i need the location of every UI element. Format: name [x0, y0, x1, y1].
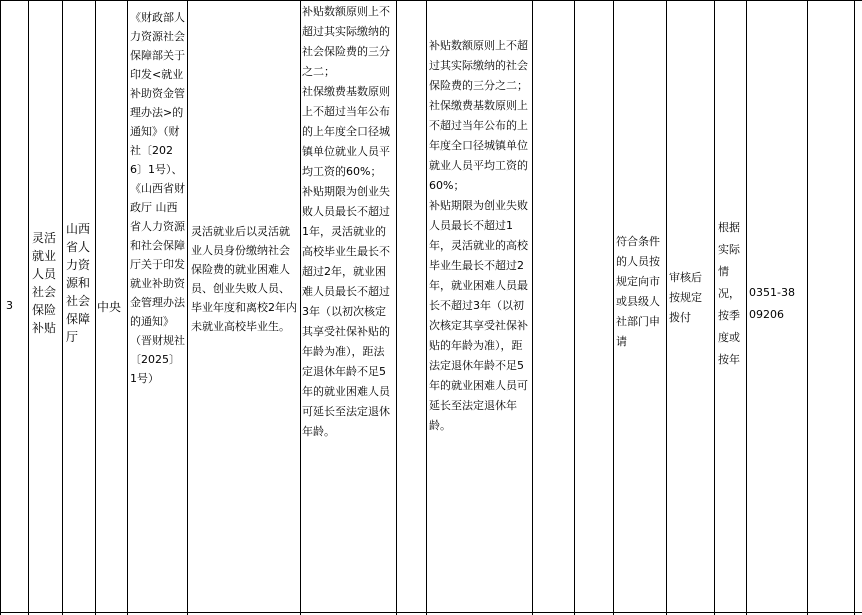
contact-phone: 0351-3809206 [749, 286, 795, 321]
item-name: 灵活就业人员社会保险补贴 [32, 231, 57, 335]
subsidy-standard-b: 补贴数额原则上不超过其实际缴纳的社会保险费的三分之二； 社保缴费基数原则上不超过当年公布的上年度全口径城镇单位就业人员平均工资的60%； 补贴期限为创业失败人员最长不超过1年，灵活就业的高校毕业生最长不超过2年，就业困难人员最长不超过3年（以初次核定其享受社保补贴的年龄为准），距法定退休年龄不足5年的就业困难人员可延长至法定退休年龄。 [429, 39, 528, 432]
col-border [807, 0, 808, 615]
policy-basis: 《财政部人力资源社会保障部关于印发<就业补助资金管理办法>的通知》（财社〔2026〕1号）、《山西省财政厅 山西省人力资源和社会保障厅关于印发就业补助资金管理办法的通知》（晋财规社〔2025〕1号） [130, 11, 185, 385]
col-border [854, 0, 855, 615]
col-border [28, 0, 29, 615]
application-process: 符合条件的人员按规定向市或县级人社部门申请 [616, 235, 660, 348]
col-border [746, 0, 747, 615]
col-border [714, 0, 715, 615]
col-border [95, 0, 96, 615]
subsidy-standard-a: 补贴数额原则上不超过其实际缴纳的社会保险费的三分之二； 社保缴费基数原则上不超过当年公布的上年度全口径城镇单位就业人员平均工资的60%； 补贴期限为创业失败人员最长不超过1年，灵活就业的高校毕业生最长不超过2年，就业困难人员最长不超过3年（以初次核定其享受社保补贴的年龄为准），距法定退休年龄不足5年的就业困难人员可延长至法定退休年龄。 [302, 5, 390, 438]
col-border [532, 0, 533, 615]
payment-method: 根据实际情况，按季度或按年 [718, 221, 740, 366]
level: 中央 [97, 300, 122, 314]
col-border [187, 0, 188, 615]
col-border [574, 0, 575, 615]
row-top-border [0, 0, 862, 1]
row-index: 3 [6, 299, 13, 312]
col-border [300, 0, 301, 615]
col-border [62, 0, 63, 615]
target-group: 灵活就业后以灵活就业人员身份缴纳社会保险费的就业困难人员、创业失败人员、毕业年度和离校2年内未就业高校毕业生。 [191, 225, 297, 333]
col-border [127, 0, 128, 615]
col-border [396, 0, 397, 615]
department: 山西省人力资源和社会保障厅 [66, 222, 91, 344]
review-process: 审核后按规定拨付 [669, 271, 702, 324]
row-bottom-border [0, 612, 862, 613]
col-border [426, 0, 427, 615]
col-border [0, 0, 1, 615]
col-border [613, 0, 614, 615]
